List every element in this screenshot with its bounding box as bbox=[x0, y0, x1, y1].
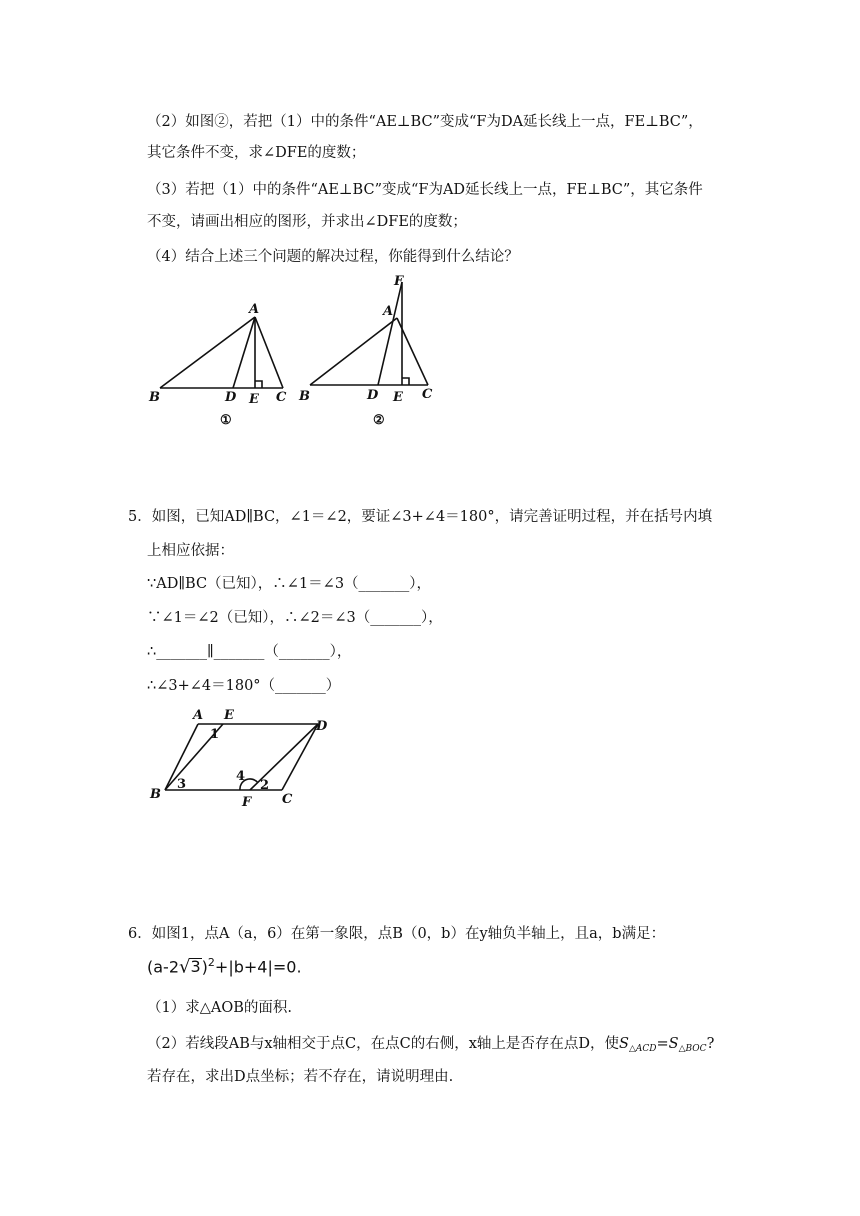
formula-radicand: 3 bbox=[190, 957, 201, 977]
fig1-label-B: B bbox=[149, 390, 160, 405]
s-acd: S bbox=[619, 1036, 629, 1052]
fig1-label-A: A bbox=[249, 302, 260, 317]
p6-q2-line1: （2）若线段AB与x轴相交于点C，在点C的右侧，x轴上是否存在点D，使 bbox=[147, 1036, 620, 1052]
fig2-label-D: D bbox=[367, 388, 379, 403]
figure-p5 bbox=[140, 700, 350, 812]
p5-step2: ∵∠1＝∠2（已知），∴∠2＝∠3（_______）， bbox=[147, 610, 443, 626]
s-acd-subscript: △ACD bbox=[628, 1044, 657, 1054]
p5-label-C: C bbox=[282, 792, 293, 807]
p5-angle-2-label: 2 bbox=[260, 778, 270, 793]
fig1-label-D: D bbox=[225, 390, 237, 405]
fig1-right-angle-mark bbox=[255, 381, 262, 388]
p5-step4: ∴∠3+∠4＝180°（_______） bbox=[147, 678, 341, 694]
fig2-label-A: A bbox=[383, 304, 394, 319]
fig1-label-E: E bbox=[249, 392, 259, 407]
p5-label-E: E bbox=[224, 708, 234, 723]
figure-2 bbox=[290, 270, 450, 435]
p6-q1: （1）求△AOB的面积. bbox=[147, 1000, 292, 1016]
fig1-segment-BA bbox=[160, 317, 255, 388]
fig2-caption: ② bbox=[373, 413, 385, 428]
s-boc: S bbox=[668, 1036, 679, 1052]
formula-exponent: 2 bbox=[207, 956, 215, 969]
s-question: ? bbox=[706, 1036, 715, 1052]
p5-label-F: F bbox=[242, 795, 252, 810]
p5-step3: ∴_______∥_______（_______）， bbox=[147, 644, 352, 660]
fig2-label-C: C bbox=[422, 387, 433, 402]
fig1-segment-AC bbox=[255, 317, 283, 388]
fig2-right-angle-mark bbox=[402, 378, 409, 385]
fig2-segment-DF bbox=[378, 282, 402, 385]
p5-label-B: B bbox=[150, 787, 161, 802]
formula-part-a: (a-2 bbox=[147, 957, 179, 977]
p4-q2-line2: 其它条件不变，求∠DFE的度数； bbox=[147, 145, 366, 161]
p6-q2-line1-wrap bbox=[147, 1034, 714, 1059]
p5-segment-DC bbox=[282, 724, 318, 790]
fig2-label-B: B bbox=[299, 389, 310, 404]
p5-step1: ∵AD∥BC（已知），∴∠1＝∠3（_______）， bbox=[147, 576, 432, 592]
p5-label-D: D bbox=[316, 719, 328, 734]
p4-q3-line1: （3）若把（1）中的条件“AE⊥BC”变成“F为AD延长线上一点，FE⊥BC”，其它条件 bbox=[147, 182, 703, 198]
figure-1 bbox=[140, 295, 300, 435]
p5-angle-3-label: 3 bbox=[177, 777, 187, 792]
formula-part-b: ) bbox=[201, 957, 208, 977]
p5-label-A: A bbox=[193, 708, 204, 723]
sqrt-sign: √ bbox=[179, 956, 191, 978]
p5-angle-1-label: 1 bbox=[210, 727, 220, 742]
formula-part-c: +|b+4|=0. bbox=[214, 957, 302, 977]
p6-q2-line2: 若存在，求出D点坐标；若不存在，请说明理由. bbox=[147, 1069, 454, 1085]
fig2-segment-BA bbox=[310, 318, 397, 385]
fig1-caption: ① bbox=[220, 413, 232, 428]
fig1-label-C: C bbox=[276, 390, 287, 405]
p4-q4-line1: （4）结合上述三个问题的解决过程，你能得到什么结论？ bbox=[147, 249, 519, 265]
s-equals: = bbox=[656, 1036, 669, 1052]
p4-q2-line1: （2）如图②，若把（1）中的条件“AE⊥BC”变成“F为DA延长线上一点，FE⊥BC”， bbox=[147, 114, 703, 130]
p4-q3-line2: 不变，请画出相应的图形，并求出∠DFE的度数； bbox=[147, 214, 467, 230]
p6-line1: 6．如图1，点A（a，6）在第一象限，点B（0，b）在y轴负半轴上，且a，b满足： bbox=[128, 926, 666, 942]
p5-line1: 5．如图，已知AD∥BC，∠1＝∠2，要证∠3+∠4＝180°，请完善证明过程，并在括号内填 bbox=[128, 509, 713, 525]
p6-condition-formula bbox=[147, 956, 302, 977]
p5-angle-4-label: 4 bbox=[236, 769, 246, 784]
fig2-label-E: E bbox=[393, 390, 403, 405]
s-boc-subscript: △BOC bbox=[678, 1044, 707, 1054]
fig1-segment-AD bbox=[233, 317, 255, 388]
p5-line2: 上相应依据： bbox=[147, 543, 234, 559]
fig2-label-F: F bbox=[394, 274, 404, 289]
